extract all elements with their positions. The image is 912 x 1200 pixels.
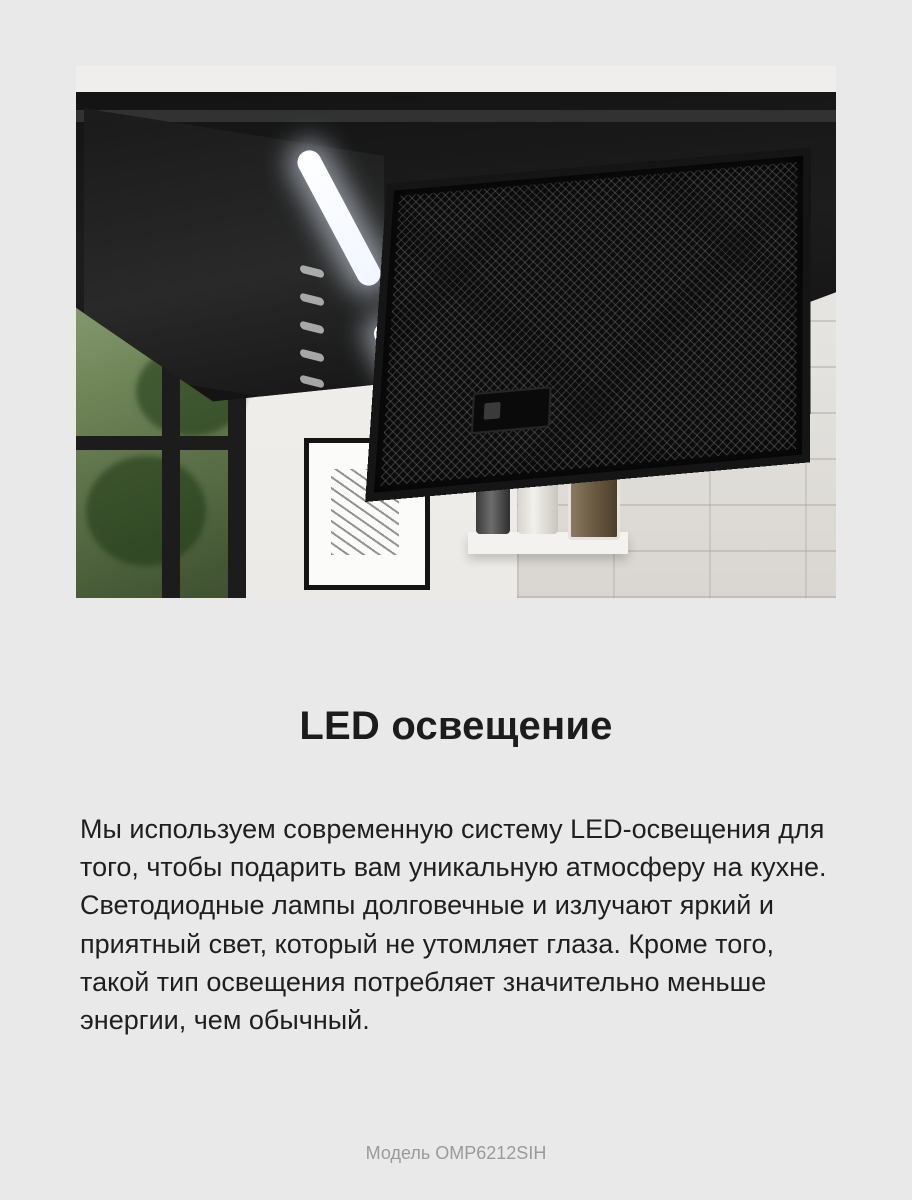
product-photo — [76, 66, 836, 598]
hood-top-trim — [76, 110, 836, 122]
page-title: LED освещение — [299, 704, 613, 748]
cabinet-edge — [76, 66, 836, 92]
touch-control-panel — [286, 253, 358, 403]
description-paragraph: Мы используем современную систему LED-освещения для того, чтобы подарить вам уникальную атмосферу на кухне. Светодиодные лампы долговечные и излучают яркий и приятный свет, который не утомляет глаза. Кроме того, такой тип освещения потребляет значительно меньше энергии, чем обычный. — [80, 813, 827, 1036]
filter-latch-handle — [471, 386, 552, 434]
photo-canvas — [76, 66, 836, 598]
grease-filter-mesh — [365, 147, 811, 501]
description-text — [72, 810, 840, 1040]
model-caption: Модель OMP6212SIH — [365, 1143, 547, 1163]
